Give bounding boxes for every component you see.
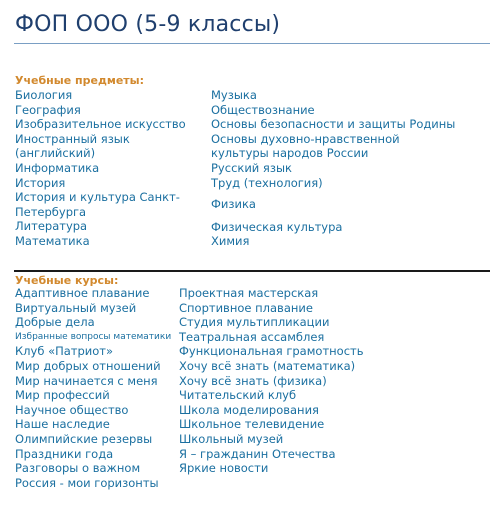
subject-link-history[interactable]: История [15,175,66,190]
course-link[interactable]: Функциональная грамотность [179,344,364,359]
title-divider [14,43,490,44]
subject-link-geography[interactable]: География [15,102,81,117]
course-link[interactable]: Хочу всё знать (математика) [179,358,356,373]
course-link[interactable]: Наше наследие [15,417,110,432]
subject-link-informatics[interactable]: Информатика [15,160,100,175]
course-link[interactable]: Клуб «Патриот» [15,344,114,359]
course-link[interactable]: Театральная ассамблея [179,329,325,344]
course-link[interactable]: Школьный музей [179,431,284,446]
course-link[interactable]: Россия - мои горизонты [15,475,159,490]
subject-link-mathematics[interactable]: Математика [15,233,90,248]
course-link[interactable]: Научное общество [15,402,129,417]
course-link[interactable]: Проектная мастерская [179,286,319,300]
subject-link-spiritual-culture[interactable]: Основы духовно-нравственной культуры народов России [211,131,400,161]
course-link[interactable]: Студия мультипликации [179,315,330,330]
course-link[interactable]: Я – гражданин Отечества [179,446,336,461]
subject-link-literature[interactable]: Литература [15,219,88,234]
subject-link-spb-history[interactable]: История и культура Санкт-Петербурга [15,190,180,219]
subject-link-foreign-language[interactable]: Иностранный язык (английский) [15,131,130,161]
course-link[interactable]: Олимпийские резервы [15,431,153,446]
subject-link-physics[interactable]: Физика [211,197,256,212]
course-link[interactable]: Адаптивное плавание [15,286,150,300]
section-divider [14,270,490,272]
subject-link-russian[interactable]: Русский язык [211,160,292,175]
course-link[interactable]: Спортивное плавание [179,300,313,315]
subject-link-physical-culture[interactable]: Физическая культура [211,219,343,234]
course-link[interactable]: Праздники года [15,446,114,461]
course-link[interactable]: Хочу всё знать (физика) [179,373,327,388]
subjects-heading: Учебные предметы: [15,74,145,87]
subject-link-safety[interactable]: Основы безопасности и защиты Родины [211,117,456,132]
course-link[interactable]: Школа моделирования [179,402,319,417]
course-link[interactable]: Избранные вопросы математики [15,331,172,342]
courses-right-list [179,286,379,476]
subject-link-music[interactable]: Музыка [211,88,257,102]
subject-link-fine-art[interactable]: Изобразительное искусство [15,117,186,132]
subject-link-biology[interactable]: Биология [15,88,73,102]
course-link[interactable]: Виртуальный музей [15,300,137,315]
course-link[interactable]: Школьное телевидение [179,417,325,432]
subject-link-social-studies[interactable]: Обществознание [211,102,315,117]
course-link[interactable]: Мир добрых отношений [15,358,161,373]
courses-left-list [15,286,180,490]
course-link[interactable]: Разговоры о важном [15,461,141,476]
course-link[interactable]: Добрые дела [15,315,95,330]
subjects-left-list [15,88,200,249]
subject-link-chemistry[interactable]: Химия [211,234,250,249]
courses-heading: Учебные курсы: [15,274,119,287]
subject-link-labor[interactable]: Труд (технология) [211,175,323,190]
page-title: ФОП ООО (5-9 классы) [15,12,281,37]
course-link[interactable]: Мир профессий [15,388,110,403]
subjects-right-list [211,88,456,249]
course-link[interactable]: Яркие новости [179,461,269,476]
course-link[interactable]: Читательский клуб [179,388,297,403]
course-link[interactable]: Мир начинается с меня [15,373,158,388]
